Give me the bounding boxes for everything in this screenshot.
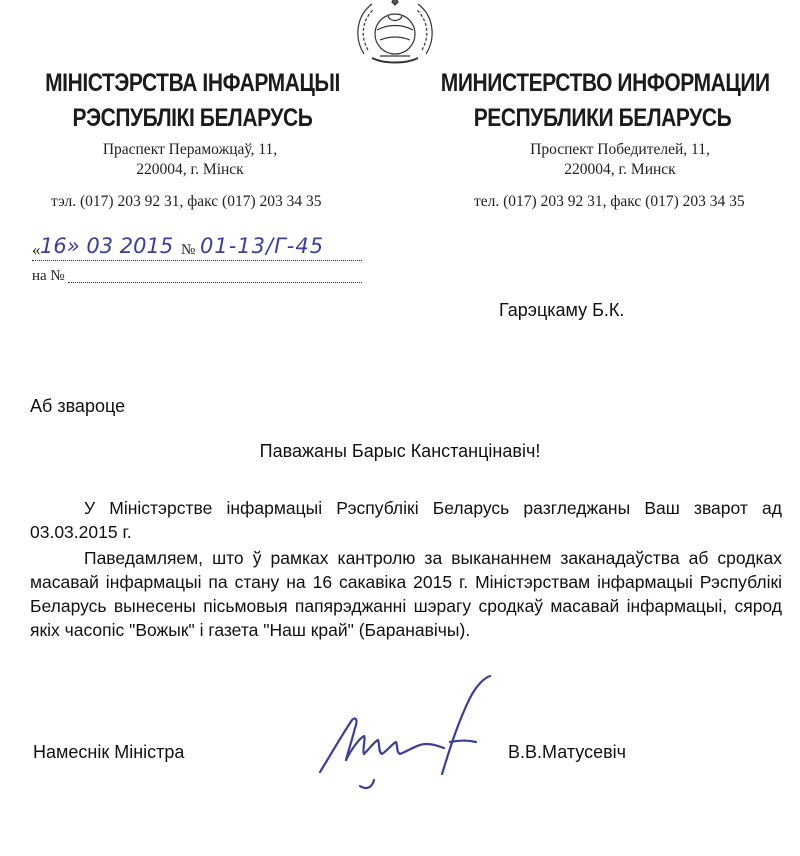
reference-underline — [32, 260, 362, 261]
letterhead-address-by-line1: Праспект Пераможцаў, 11, — [102, 141, 278, 158]
reply-to-line — [32, 266, 362, 286]
reference-number-label: № — [181, 242, 196, 258]
subject: Аб звароце — [30, 396, 126, 416]
letterhead-title-ru-line2: РЕСПУБЛИКИ БЕЛАРУСЬ — [473, 104, 732, 132]
letterhead-title-by — [31, 66, 354, 136]
letterhead-address-by-line2: 220004, г. Мінск — [136, 161, 244, 178]
body-paragraph-1: У Міністэрстве інфармацыі Рэспублікі Беларусь разгледжаны Ваш зварот ад 03.03.2015 г. — [30, 498, 782, 542]
letterhead-title-by-line1: МІНІСТЭРСТВА ІНФАРМАЦЫІ — [45, 69, 340, 97]
signature-icon — [300, 668, 500, 798]
letterhead-address-ru-line2: 220004, г. Минск — [564, 161, 676, 178]
letterhead-title-ru — [440, 66, 770, 136]
reference-date: 16» 03 2015 — [40, 234, 174, 258]
signer-title: Намеснік Міністра — [33, 742, 185, 762]
signer-name: В.В.Матусевіч — [508, 742, 627, 762]
state-emblem-icon — [350, 0, 440, 66]
reference-quote: « — [32, 240, 41, 259]
letterhead-phone-by: тэл. (017) 203 92 31, факс (017) 203 34 35 — [51, 193, 322, 210]
reply-to-underline — [68, 282, 362, 283]
letterhead-title-ru-line1: МИНИСТЕРСТВО ИНФОРМАЦИИ — [440, 69, 770, 97]
salutation: Паважаны Барыс Канстанцінавіч! — [259, 441, 541, 461]
reply-to-label: на № — [32, 268, 65, 284]
body-paragraph-2: Паведамляем, што ў рамках кантролю за выкананнем заканадаўства аб сродках масавай інфармацыі па стану на 16 сакавіка 2015 г. Міністэрствам інфармацыі Рэспублікі Беларусь вынесены пісьмовыя папярэджанні шэрагу сродкаў масавай інфармацыі, сярод якіх часопіс "Вожык" і газета "Наш край" (Баранавічы). — [30, 548, 782, 640]
addressee: Гарэцкаму Б.К. — [499, 300, 625, 320]
letterhead-title-by-line2: РЭСПУБЛІКІ БЕЛАРУСЬ — [72, 104, 313, 132]
letterhead-phone-ru: тел. (017) 203 92 31, факс (017) 203 34 35 — [474, 193, 745, 210]
letter-body — [30, 496, 782, 642]
reference-number: 01-13/Г-45 — [200, 234, 325, 258]
letterhead-address-ru — [500, 140, 740, 180]
letterhead-address-ru-line1: Проспект Победителей, 11, — [530, 141, 710, 158]
letterhead-address-by — [70, 140, 310, 180]
reference-line — [32, 234, 362, 262]
